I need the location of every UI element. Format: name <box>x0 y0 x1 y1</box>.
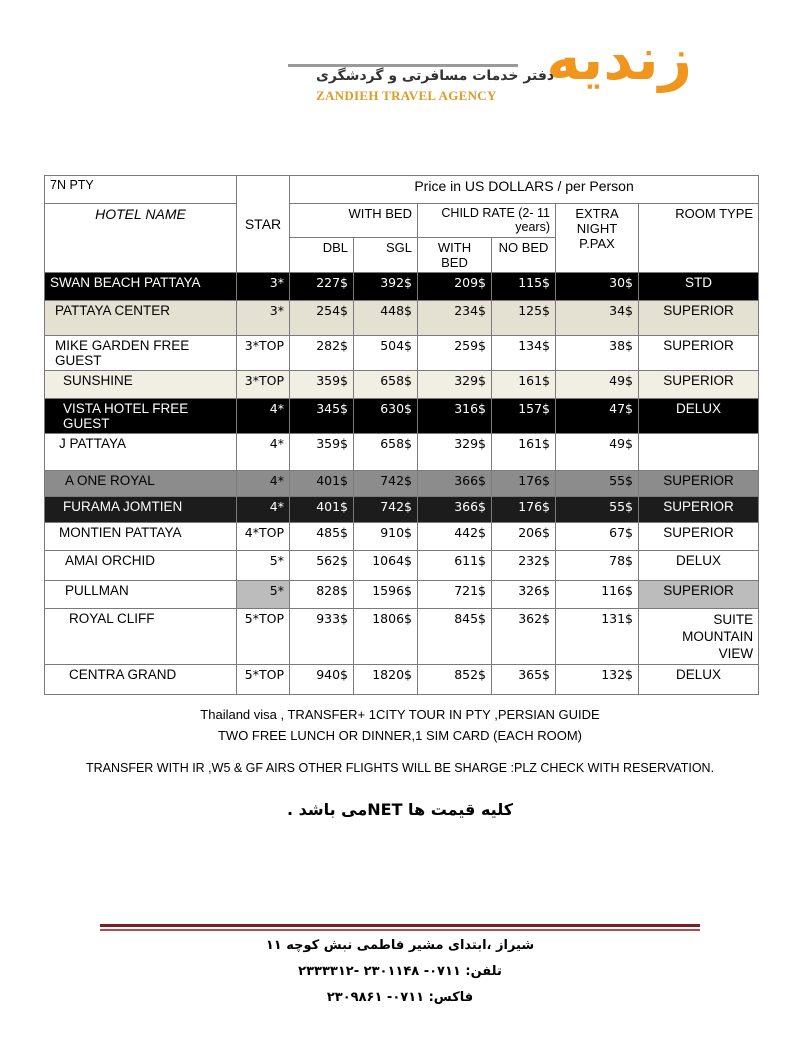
room-type: SUPERIOR <box>639 497 759 523</box>
price-extra-night: 78$ <box>556 551 639 581</box>
price-child-with-bed: 316$ <box>418 399 492 434</box>
price-child-no-bed: 176$ <box>492 471 556 497</box>
price-sgl: 1820$ <box>354 665 418 695</box>
table-header-row <box>45 176 759 204</box>
price-sgl: 658$ <box>354 434 418 471</box>
price-sgl: 658$ <box>354 371 418 399</box>
price-table <box>44 175 759 695</box>
col-hotel-header: HOTEL NAME <box>45 204 237 273</box>
price-dbl: 227$ <box>290 273 354 301</box>
room-type: SUPERIOR <box>639 471 759 497</box>
star-rating: 5* <box>237 551 290 581</box>
price-child-with-bed: 329$ <box>418 434 492 471</box>
table-row <box>45 301 759 336</box>
price-extra-night: 55$ <box>556 497 639 523</box>
price-child-with-bed: 852$ <box>418 665 492 695</box>
price-extra-night: 67$ <box>556 523 639 551</box>
hotel-name: SWAN BEACH PATTAYA <box>45 273 237 301</box>
star-rating: 5*TOP <box>237 665 290 695</box>
hotel-name: VISTA HOTEL FREE GUEST <box>45 399 237 434</box>
price-child-no-bed: 125$ <box>492 301 556 336</box>
table-title: Price in US DOLLARS / per Person <box>290 176 759 204</box>
room-type: SUITE MOUNTAIN VIEW <box>639 609 759 665</box>
table-row <box>45 471 759 497</box>
price-sgl: 504$ <box>354 336 418 371</box>
table-row <box>45 665 759 695</box>
price-child-no-bed: 134$ <box>492 336 556 371</box>
price-child-no-bed: 206$ <box>492 523 556 551</box>
price-extra-night: 38$ <box>556 336 639 371</box>
logo-mark-fa: زندیه <box>546 25 692 93</box>
table-header-row <box>45 204 759 238</box>
star-rating: 5* <box>237 581 290 609</box>
room-type <box>639 434 759 471</box>
price-dbl: 828$ <box>290 581 354 609</box>
note-included-services: Thailand visa , TRANSFER+ 1CITY TOUR IN PTY ,PERSIAN GUIDE <box>200 707 600 722</box>
col-room-type-header: ROOM TYPE <box>639 204 759 273</box>
price-child-with-bed: 366$ <box>418 471 492 497</box>
price-child-with-bed: 721$ <box>418 581 492 609</box>
note-transfer-airlines: TRANSFER WITH IR ,W5 & GF AIRS OTHER FLIGHTS WILL BE SHARGE :PLZ CHECK WITH RESERVATION. <box>85 761 715 775</box>
hotel-name: A ONE ROYAL <box>45 471 237 497</box>
room-type: SUPERIOR <box>639 336 759 371</box>
star-rating: 4* <box>237 471 290 497</box>
price-extra-night: 116$ <box>556 581 639 609</box>
price-child-no-bed: 365$ <box>492 665 556 695</box>
logo-name-en: ZANDIEH TRAVEL AGENCY <box>316 88 497 103</box>
price-child-with-bed: 234$ <box>418 301 492 336</box>
room-type: DELUX <box>639 551 759 581</box>
table-row <box>45 371 759 399</box>
sub-sgl-header: SGL <box>354 238 418 273</box>
price-dbl: 940$ <box>290 665 354 695</box>
price-extra-night: 30$ <box>556 273 639 301</box>
price-child-no-bed: 157$ <box>492 399 556 434</box>
price-child-no-bed: 115$ <box>492 273 556 301</box>
price-sgl: 392$ <box>354 273 418 301</box>
price-dbl: 345$ <box>290 399 354 434</box>
price-dbl: 485$ <box>290 523 354 551</box>
price-child-no-bed: 161$ <box>492 434 556 471</box>
sub-child-with-bed-header: WITH BED <box>418 238 492 273</box>
table-caption: 7N PTY <box>45 176 237 204</box>
price-dbl: 401$ <box>290 471 354 497</box>
star-rating: 4* <box>237 434 290 471</box>
table-row <box>45 434 759 471</box>
price-sgl: 1064$ <box>354 551 418 581</box>
price-dbl: 359$ <box>290 434 354 471</box>
hotel-name: FURAMA JOMTIEN <box>45 497 237 523</box>
sub-child-no-bed-header: NO BED <box>492 238 556 273</box>
price-child-with-bed: 259$ <box>418 336 492 371</box>
footer-address: شیراز ،ابتدای مشیر فاطمی نبش کوچه ۱۱ <box>265 938 535 953</box>
sub-dbl-header: DBL <box>290 238 354 273</box>
hotel-name: CENTRA GRAND <box>45 665 237 695</box>
footer-fax: فاکس: ۰۷۱۱- ۲۳۰۹۸۶۱ <box>326 990 474 1005</box>
table-row <box>45 497 759 523</box>
price-child-with-bed: 329$ <box>418 371 492 399</box>
price-extra-night: 34$ <box>556 301 639 336</box>
star-rating: 5*TOP <box>237 609 290 665</box>
room-type: SUPERIOR <box>639 581 759 609</box>
note-net-prices-fa: کلیه قیمت ها NETمی باشد . <box>286 800 514 819</box>
price-sgl: 742$ <box>354 497 418 523</box>
price-dbl: 933$ <box>290 609 354 665</box>
table-row <box>45 609 759 665</box>
star-rating: 3* <box>237 301 290 336</box>
price-child-no-bed: 232$ <box>492 551 556 581</box>
price-dbl: 282$ <box>290 336 354 371</box>
col-with-bed-header: WITH BED <box>290 204 418 238</box>
price-child-with-bed: 845$ <box>418 609 492 665</box>
logo-divider <box>288 64 518 67</box>
table-row <box>45 399 759 434</box>
logo-subtitle-fa: دفتر خدمات مسافرتی و گردشگری <box>316 68 555 84</box>
price-child-no-bed: 326$ <box>492 581 556 609</box>
star-rating: 4* <box>237 497 290 523</box>
room-type: STD <box>639 273 759 301</box>
price-child-no-bed: 362$ <box>492 609 556 665</box>
footer-divider <box>100 924 700 927</box>
price-child-with-bed: 209$ <box>418 273 492 301</box>
table-row <box>45 273 759 301</box>
price-sgl: 742$ <box>354 471 418 497</box>
price-dbl: 401$ <box>290 497 354 523</box>
room-type: DELUX <box>639 399 759 434</box>
price-dbl: 254$ <box>290 301 354 336</box>
price-child-no-bed: 161$ <box>492 371 556 399</box>
footer-phone: تلفن: ۰۷۱۱- ۲۳۰۱۱۴۸ -۲۳۳۳۳۱۲ <box>298 964 502 979</box>
table-row <box>45 523 759 551</box>
agency-logo <box>280 25 700 110</box>
price-child-with-bed: 442$ <box>418 523 492 551</box>
star-rating: 3*TOP <box>237 336 290 371</box>
price-extra-night: 47$ <box>556 399 639 434</box>
footer-divider-accent <box>100 929 700 931</box>
hotel-name: PULLMAN <box>45 581 237 609</box>
star-rating: 4* <box>237 399 290 434</box>
hotel-name: AMAI ORCHID <box>45 551 237 581</box>
room-type: SUPERIOR <box>639 301 759 336</box>
price-extra-night: 132$ <box>556 665 639 695</box>
price-extra-night: 131$ <box>556 609 639 665</box>
hotel-name: PATTAYA CENTER <box>45 301 237 336</box>
col-extra-night-header: EXTRA NIGHT P.PAX <box>556 204 639 273</box>
price-extra-night: 55$ <box>556 471 639 497</box>
hotel-name: SUNSHINE <box>45 371 237 399</box>
star-rating: 4*TOP <box>237 523 290 551</box>
price-sgl: 1596$ <box>354 581 418 609</box>
hotel-name: J PATTAYA <box>45 434 237 471</box>
table-row <box>45 551 759 581</box>
room-type: SUPERIOR <box>639 371 759 399</box>
price-sgl: 1806$ <box>354 609 418 665</box>
hotel-name: ROYAL CLIFF <box>45 609 237 665</box>
room-type: DELUX <box>639 665 759 695</box>
note-meals-sim: TWO FREE LUNCH OR DINNER,1 SIM CARD (EACH ROOM) <box>217 728 582 743</box>
price-sgl: 448$ <box>354 301 418 336</box>
price-extra-night: 49$ <box>556 371 639 399</box>
col-child-rate-header: CHILD RATE (2- 11 years) <box>418 204 556 238</box>
hotel-name: MONTIEN PATTAYA <box>45 523 237 551</box>
hotel-name: MIKE GARDEN FREE GUEST <box>45 336 237 371</box>
col-star-header: STAR <box>237 176 290 273</box>
room-type: SUPERIOR <box>639 523 759 551</box>
star-rating: 3* <box>237 273 290 301</box>
price-dbl: 562$ <box>290 551 354 581</box>
table-row <box>45 336 759 371</box>
star-rating: 3*TOP <box>237 371 290 399</box>
price-child-with-bed: 366$ <box>418 497 492 523</box>
price-sgl: 910$ <box>354 523 418 551</box>
table-row <box>45 581 759 609</box>
price-child-with-bed: 611$ <box>418 551 492 581</box>
price-extra-night: 49$ <box>556 434 639 471</box>
price-sgl: 630$ <box>354 399 418 434</box>
price-child-no-bed: 176$ <box>492 497 556 523</box>
price-dbl: 359$ <box>290 371 354 399</box>
